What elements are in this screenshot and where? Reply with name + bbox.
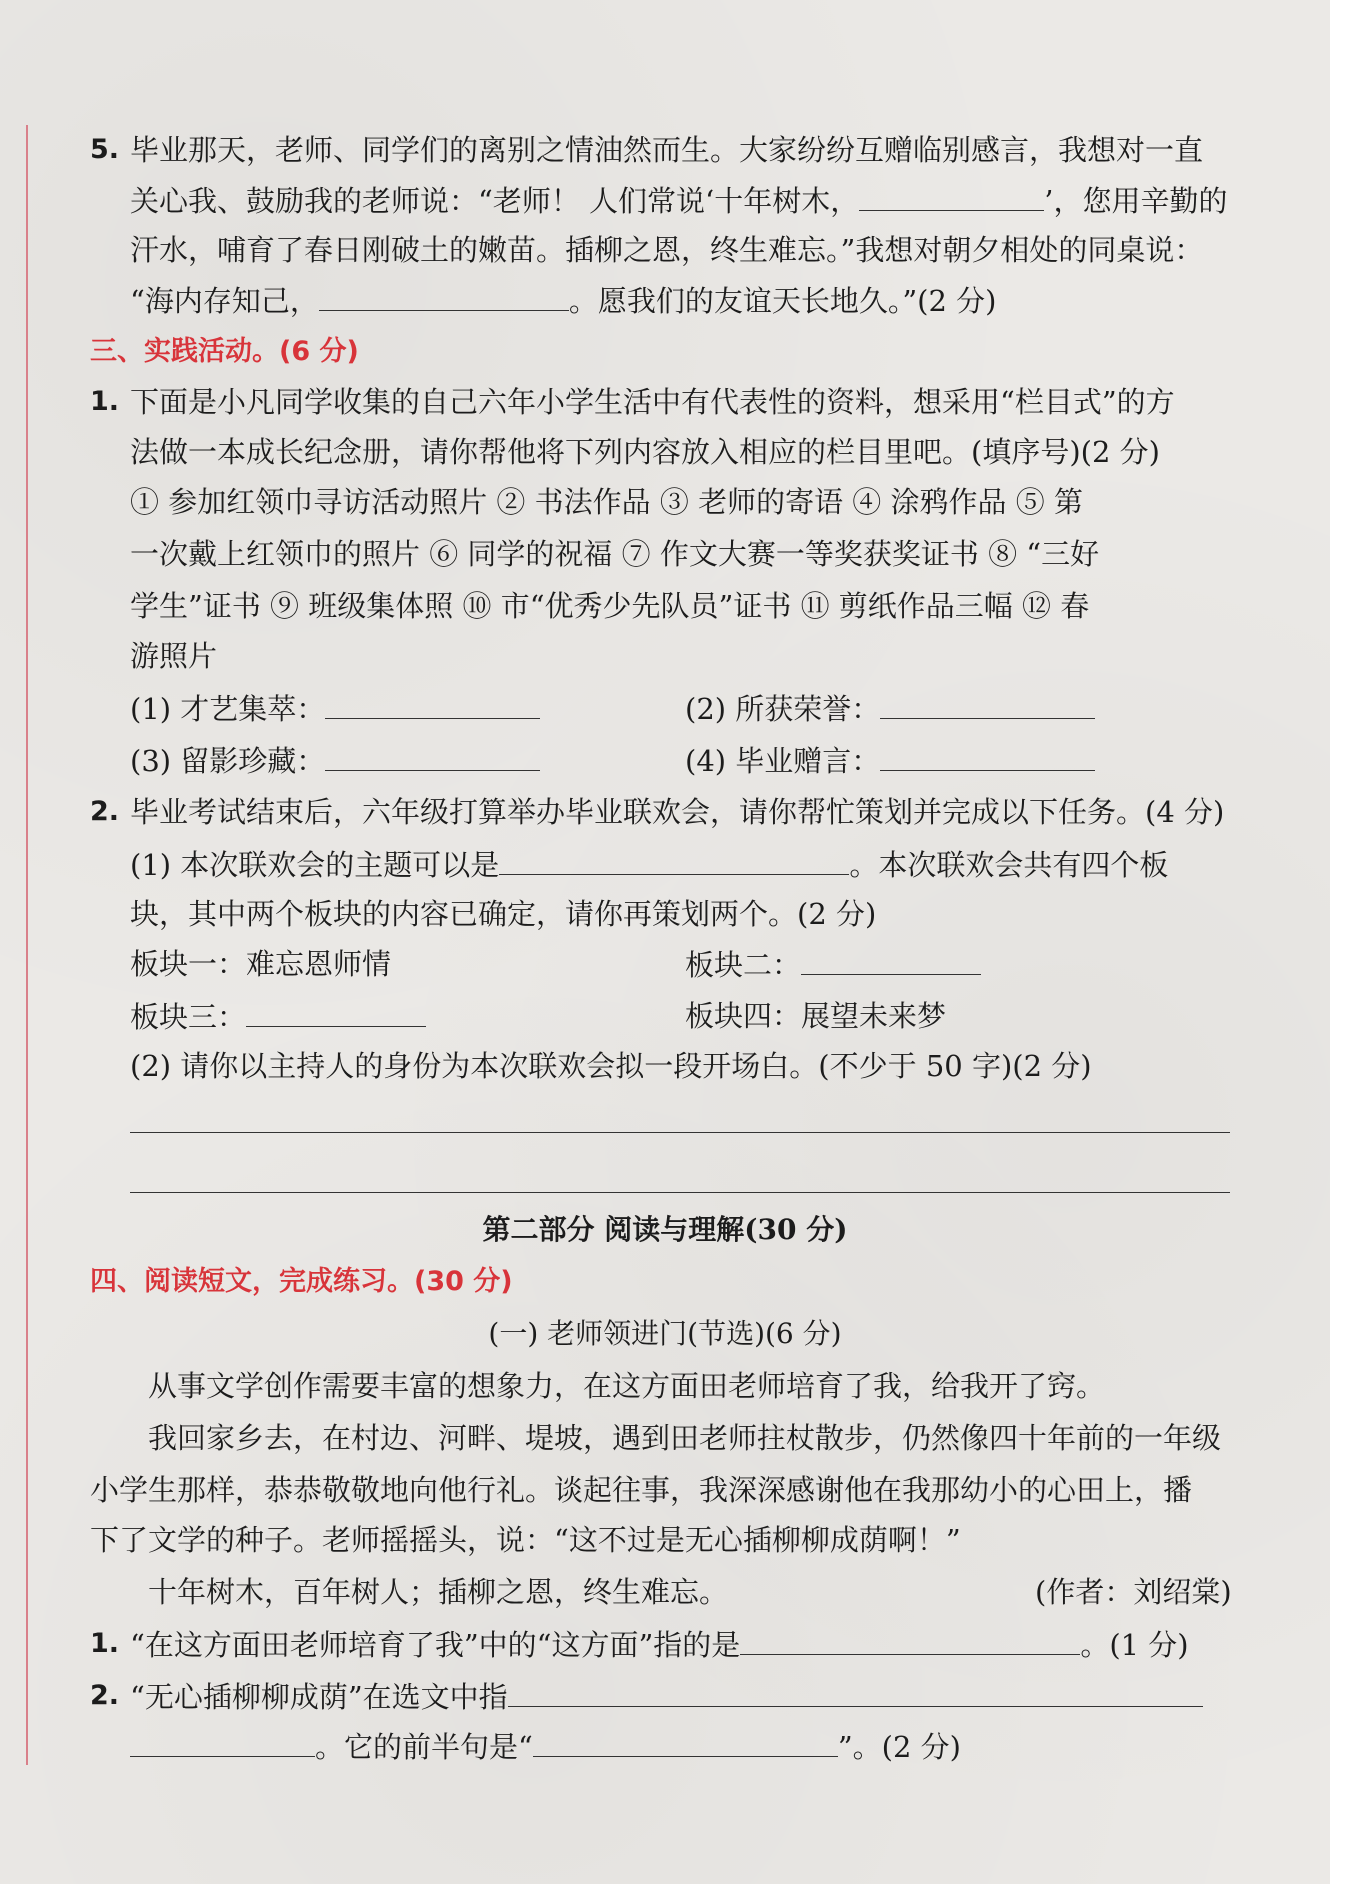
question-text: 法做一本成长纪念册，请你帮他将下列内容放入相应的栏目里吧。(填序号)(2 分) (130, 435, 1160, 469)
answer-blank[interactable] (325, 688, 540, 719)
block-row (685, 944, 981, 985)
answer-blank[interactable] (801, 944, 981, 975)
question-text: (1) 本次联欢会的主题可以是 (130, 848, 500, 882)
question-number: 1. (90, 386, 120, 417)
question-text: “海内存知己， (130, 284, 319, 318)
question-text: “在这方面田老师培育了我”中的“这方面”指的是 (130, 1628, 741, 1662)
question-text: 。它的前半句是“ (315, 1730, 533, 1764)
passage-title: (一) 老师领进门(节选)(6 分) (488, 1317, 842, 1350)
answer-blank[interactable] (880, 740, 1095, 771)
category-label: (3) 留影珍藏： (130, 744, 326, 778)
question-text: 。(1 分) (1080, 1628, 1189, 1662)
passage-paragraph: 从事文学创作需要丰富的想象力，在这方面田老师培育了我，给我开了窍。 (148, 1369, 1106, 1403)
question-number: 5. (90, 134, 120, 165)
category-row (685, 740, 1095, 781)
question-text: 关心我、鼓励我的老师说：“老师！ 人们常说‘十年树木， (130, 184, 860, 218)
margin-line (26, 125, 28, 1765)
category-row (685, 688, 1095, 729)
answer-blank[interactable] (880, 688, 1095, 719)
passage-paragraph: 我回家乡去，在村边、河畔、堤坡，遇到田老师拄杖散步，仍然像四十年前的一年级 (148, 1421, 1222, 1455)
answer-blank[interactable] (246, 996, 426, 1027)
question-text-line (130, 280, 996, 321)
answer-blank[interactable] (859, 180, 1044, 211)
option-list: ① 参加红领巾寻访活动照片 ② 书法作品 ③ 老师的寄语 ④ 涂鸦作品 ⑤ 第 (130, 485, 1083, 519)
section-heading: 四、阅读短文，完成练习。(30 分) (90, 1266, 513, 1297)
question-text-line (130, 1624, 1189, 1665)
question-text: (2) 请你以主持人的身份为本次联欢会拟一段开场白。(不少于 50 字)(2 分) (130, 1049, 1092, 1083)
question-text: 汗水，哺育了春日刚破土的嫩苗。插柳之恩，终生难忘。”我想对朝夕相处的同桌说： (130, 233, 1204, 267)
category-row (130, 740, 540, 781)
question-text-line (130, 1676, 1203, 1717)
question-number: 1. (90, 1628, 120, 1659)
passage-paragraph: 下了文学的种子。老师摇摇头，说：“这不过是无心插柳柳成荫啊！” (90, 1523, 961, 1557)
question-text: 块，其中两个板块的内容已确定，请你再策划两个。(2 分) (130, 897, 877, 931)
answer-blank[interactable] (508, 1676, 1203, 1707)
question-text: “无心插柳柳成荫”在选文中指 (130, 1680, 508, 1714)
question-text: 毕业那天，老师、同学们的离别之情油然而生。大家纷纷互赠临别感言，我想对一直 (130, 133, 1204, 167)
writing-line[interactable] (130, 1132, 1230, 1133)
passage-paragraph: 十年树木，百年树人；插柳之恩，终生难忘。 (148, 1575, 729, 1609)
block-label: 板块二： (685, 948, 802, 982)
answer-blank[interactable] (325, 740, 540, 771)
section-heading: 三、实践活动。(6 分) (90, 336, 359, 367)
block-label: 板块三： (130, 1000, 247, 1034)
part-heading: 第二部分 阅读与理解(30 分) (482, 1213, 848, 1246)
question-text: ’，您用辛勤的 (1044, 184, 1228, 218)
category-label: (1) 才艺集萃： (130, 692, 326, 726)
question-text: ”。(2 分) (837, 1730, 961, 1764)
block-label: 板块四：展望未来梦 (685, 999, 947, 1033)
option-list: 学生”证书 ⑨ 班级集体照 ⑩ 市“优秀少先队员”证书 ⑪ 剪纸作品三幅 ⑫ 春 (130, 589, 1090, 623)
question-text: 。愿我们的友谊天长地久。”(2 分) (568, 284, 997, 318)
answer-blank[interactable] (533, 1726, 838, 1757)
block-row (130, 996, 426, 1037)
answer-blank[interactable] (319, 280, 569, 311)
question-text-line (130, 180, 1227, 221)
block-label: 板块一：难忘恩师情 (130, 947, 392, 981)
question-text-line (130, 844, 1168, 885)
answer-blank[interactable] (740, 1624, 1080, 1655)
question-text: 毕业考试结束后，六年级打算举办毕业联欢会，请你帮忙策划并完成以下任务。(4 分) (130, 795, 1225, 829)
category-label: (2) 所获荣誉： (685, 692, 881, 726)
category-row (130, 688, 540, 729)
question-number: 2. (90, 1680, 120, 1711)
option-list: 一次戴上红领巾的照片 ⑥ 同学的祝福 ⑦ 作文大赛一等奖获奖证书 ⑧ “三好 (130, 537, 1100, 571)
category-label: (4) 毕业赠言： (685, 744, 881, 778)
question-text-line (130, 1726, 961, 1767)
answer-blank[interactable] (130, 1726, 315, 1757)
question-number: 2. (90, 796, 120, 827)
writing-line[interactable] (130, 1192, 1230, 1193)
page-edge (1330, 0, 1350, 1884)
passage-paragraph: 小学生那样，恭恭敬敬地向他行礼。谈起往事，我深深感谢他在我那幼小的心田上，播 (90, 1473, 1193, 1507)
question-text: 。本次联欢会共有四个板 (849, 848, 1169, 882)
option-list: 游照片 (130, 639, 218, 673)
author-credit: (作者：刘绍棠) (1035, 1575, 1232, 1609)
question-text: 下面是小凡同学收集的自己六年小学生活中有代表性的资料，想采用“栏目式”的方 (130, 385, 1175, 419)
answer-blank[interactable] (499, 844, 849, 875)
